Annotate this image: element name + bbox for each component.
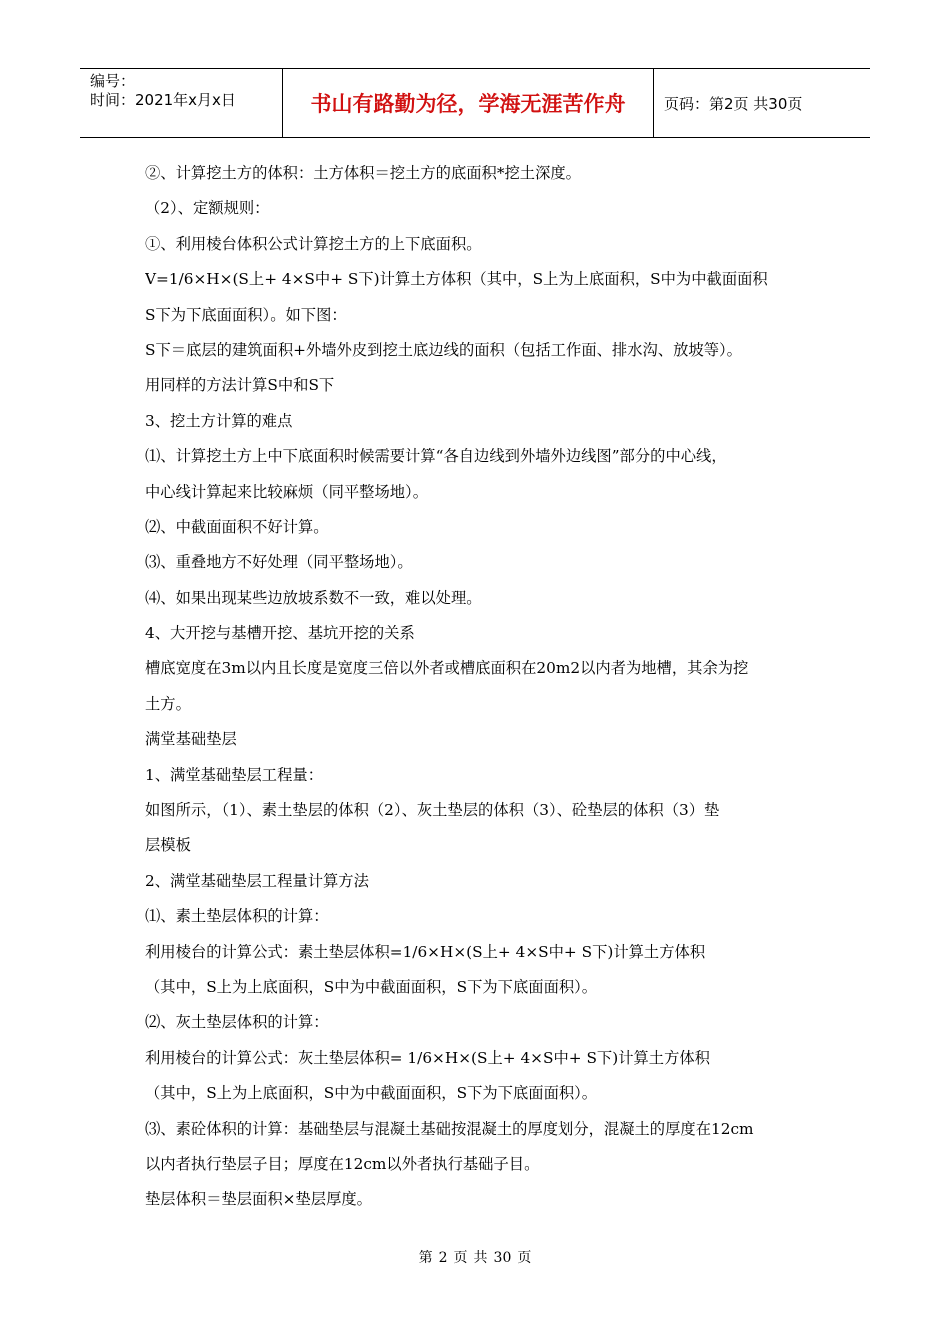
body-line: V=1/6×H×(S上+ 4×S中+ S下)计算土方体积（其中，S上为上底面积，S中为中截面面积 (145, 270, 768, 289)
footer-ye: 页 (517, 1250, 532, 1266)
footer-page-number: 2 (438, 1250, 448, 1266)
body-line: S下＝底层的建筑面积+外墙外皮到挖土底边线的面积（包括工作面、排水沟、放坡等）。 (145, 340, 742, 359)
body-line: ⑷、如果出现某些边放坡系数不一致，难以处理。 (145, 588, 482, 607)
footer-gong: 共 (473, 1250, 488, 1266)
body-line: 满堂基础垫层 (145, 730, 237, 749)
body-line: 2、满堂基础垫层工程量计算方法 (145, 871, 369, 890)
body-line: ②、计算挖土方的体积：土方体积＝挖土方的底面积*挖土深度。 (145, 164, 581, 182)
body-line: S下为下底面面积）。如下图： (145, 305, 347, 324)
body-line: ⑴、计算挖土方上中下底面积时候需要计算“各自边线到外墙外边线图”部分的中心线， (145, 447, 727, 466)
footer-ye: 页 (453, 1250, 468, 1266)
body-line: 如图所示，（1）、素土垫层的体积（2）、灰土垫层的体积（3）、砼垫层的体积（3）垫 (145, 801, 720, 820)
body-line: 以内者执行垫层子目；厚度在12cm以外者执行基础子目。 (145, 1154, 540, 1173)
footer-total-pages: 30 (493, 1250, 512, 1266)
body-line: 土方。 (145, 694, 191, 713)
body-line: 利用棱台的计算公式：灰土垫层体积= 1/6×H×(S上+ 4×S中+ S下)计算土方体积 (145, 1048, 710, 1067)
header-time-label: 时间：2021年x月x日 (90, 91, 236, 109)
body-line: 1、满堂基础垫层工程量： (145, 765, 323, 784)
header-meta (80, 69, 282, 137)
body-line: 用同样的方法计算S中和S下 (145, 376, 335, 395)
header-number-label: 编号： (90, 72, 136, 90)
page-footer (0, 1247, 950, 1267)
body-line: ①、利用棱台体积公式计算挖土方的上下底面积。 (145, 234, 482, 253)
body-line: 利用棱台的计算公式：素土垫层体积=1/6×H×(S上+ 4×S中+ S下)计算土方体积 (145, 942, 706, 961)
body-line: 3、挖土方计算的难点 (145, 411, 293, 430)
body-line: （其中，S上为上底面积，S中为中截面面积，S下为下底面面积）。 (145, 977, 598, 996)
body-line: 垫层体积＝垫层面积×垫层厚度。 (145, 1190, 372, 1209)
body-line: （2）、定额规则： (145, 199, 270, 218)
page-header (80, 68, 870, 138)
header-motto: 书山有路勤为径，学海无涯苦作舟 (282, 69, 654, 137)
body-line: 层模板 (145, 836, 191, 855)
body-line: （其中，S上为上底面积，S中为中截面面积，S下为下底面面积）。 (145, 1084, 598, 1103)
body-line: 中心线计算起来比较麻烦（同平整场地）。 (145, 482, 428, 501)
body-line: ⑵、灰土垫层体积的计算： (145, 1013, 329, 1032)
body-line: 4、大开挖与基槽开挖、基坑开挖的关系 (145, 624, 415, 643)
header-page-info: 页码：第2页 共30页 (664, 94, 803, 113)
body-line: ⑶、重叠地方不好处理（同平整场地）。 (145, 553, 413, 572)
body-line: ⑶、素砼体积的计算：基础垫层与混凝土基础按混凝土的厚度划分，混凝土的厚度在12cm (145, 1119, 754, 1138)
body-line: 槽底宽度在3m以内且长度是宽度三倍以外者或槽底面积在20m2以内者为地槽，其余为挖 (145, 659, 749, 678)
footer-di: 第 (418, 1250, 433, 1266)
body-line: ⑵、中截面面积不好计算。 (145, 517, 329, 536)
body-line: ⑴、素土垫层体积的计算： (145, 907, 329, 926)
document-body (145, 156, 813, 1218)
